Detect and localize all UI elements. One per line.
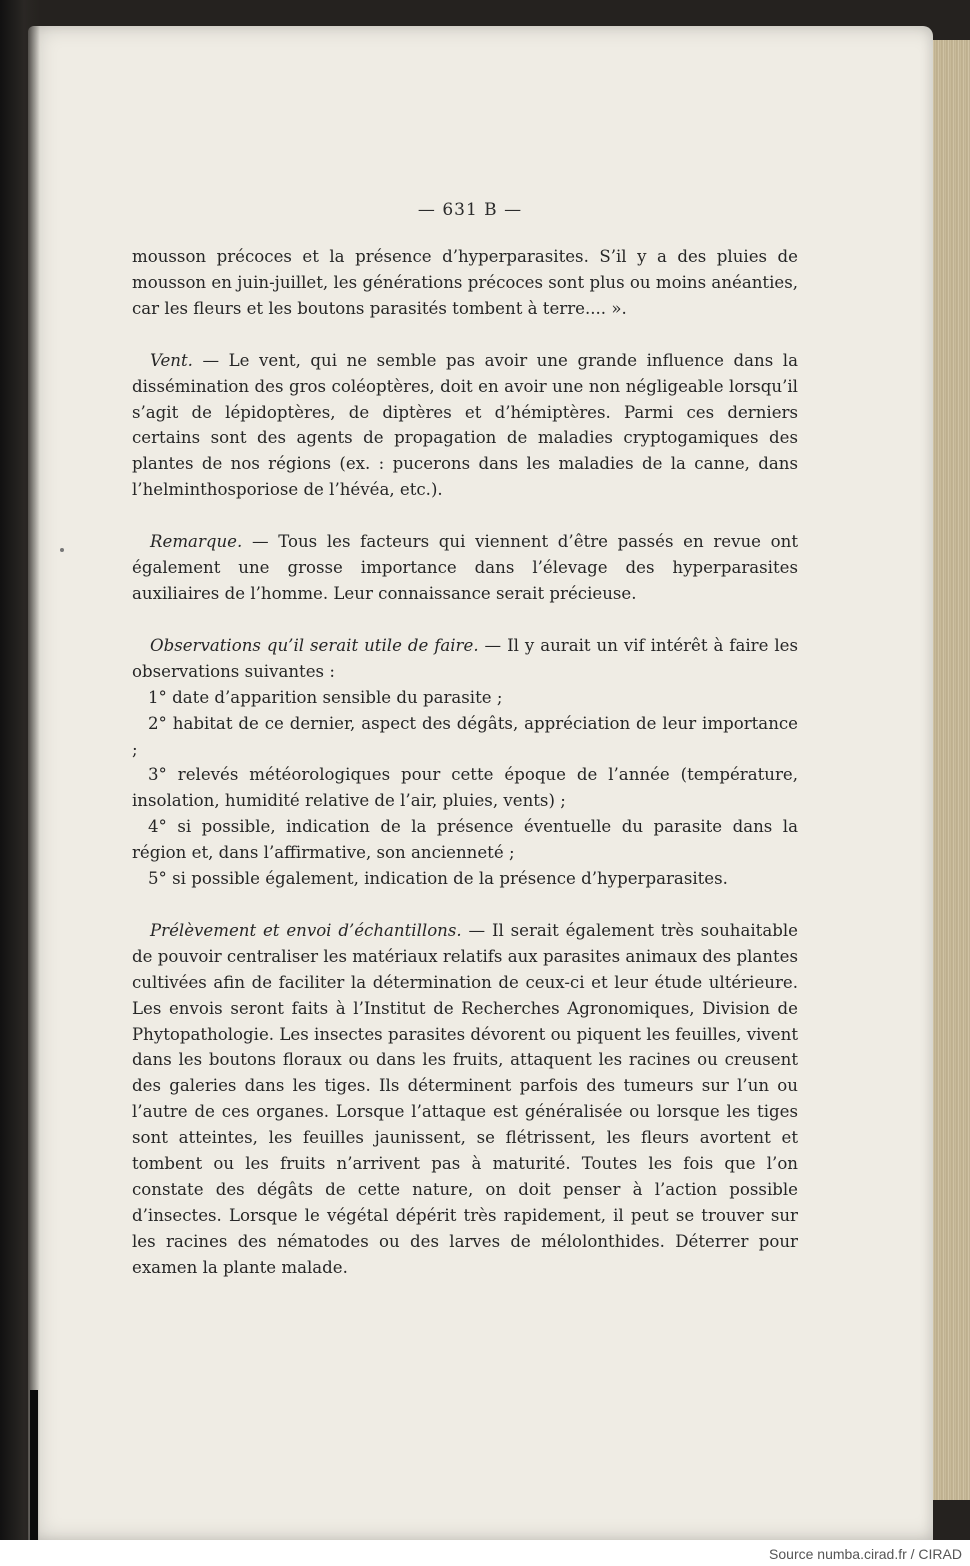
paragraph-remarque-body: — Tous les facteurs qui viennent d’être passés en revue ont également une grosse importance dans l’élevage des hyperparasites auxiliaires de l’homme. Leur connaissance serait précieuse. [132, 532, 798, 603]
paragraph-prelevement-title: Prélèvement et envoi d’échantillons. [150, 920, 462, 940]
page-stack-edge [930, 40, 970, 1500]
bookmark-ribbon [30, 1390, 38, 1540]
observation-item-3: 3° relevés météorologiques pour cette époque de l’année (température, insolation, humidité relative de l’air, pluies, vents) ; [132, 765, 798, 811]
observation-item-1: 1° date d’apparition sensible du parasite ; [148, 687, 503, 707]
paragraph-vent-body: — Le vent, qui ne semble pas avoir une grande influence dans la dissémination des gros coléoptères, doit en avoir une non négligeable lorsqu’il s’agit de lépidoptères, de diptères et d’hémiptères. Parmi ces derniers certains sont des agents de propagation de maladies cryptogamiques des plantes de nos régions (ex. : pucerons dans les maladies de la canne, dans l’helminthosporiose de l’hévéa, etc.). [132, 350, 798, 500]
paragraph-observations-body: — Il y aurait un vif intérêt à faire les observations suivantes : [132, 635, 798, 681]
observation-item-4: 4° si possible, indication de la présence éventuelle du parasite dans la région et, dans l’affirmative, son ancienneté ; [132, 817, 798, 863]
book-spine [0, 0, 40, 1540]
observation-item-2: 2° habitat de ce dernier, aspect des dégâts, appréciation de leur importance ; [132, 713, 798, 759]
page-number: — 631 B — [417, 200, 523, 220]
paragraph-observations-title: Observations qu’il serait utile de faire. [150, 635, 479, 655]
paragraph-prelevement [132, 918, 798, 1281]
paragraph-vent [132, 348, 798, 503]
paragraph-observations [132, 633, 798, 685]
paragraph-continuation: mousson précoces et la présence d’hyperparasites. S’il y a des pluies de mousson en juin-juillet, les générations précoces sont plus ou moins anéanties, car les fleurs et les boutons parasités tombent à terre.... ». [132, 247, 798, 318]
paragraph-remarque [132, 529, 798, 607]
paragraph-vent-title: Vent. [150, 350, 193, 370]
paragraph-remarque-title: Remarque. [150, 532, 243, 552]
margin-dot [60, 548, 64, 552]
page-text [132, 244, 798, 1281]
observation-item-5: 5° si possible également, indication de la présence d’hyperparasites. [148, 869, 728, 889]
paragraph-prelevement-body: — Il serait également très souhaitable de pouvoir centraliser les matériaux relatifs aux parasites animaux des plantes cultivées afin de faciliter la détermination de ceux-ci et leur étude ultérieure. Les envois seront faits à l’Institut de Recherches Agronomiques, Division de Phytopathologie. Les insectes parasites dévorent ou piquent les feuilles, vivent dans les boutons floraux ou dans les fruits, attaquent les racines ou creusent des galeries dans les tiges. Ils déterminent parfois des tumeurs sur l’un ou l’autre de ces organes. Lorsque l’attaque est généralisée ou lorsque les tiges sont atteintes, les feuilles jaunissent, se flétrissent, les fleurs avortent et tombent ou les fruits n’arrivent pas à maturité. Toutes les fois que l’on constate des dégâts de cette nature, on doit penser à l’action possible d’insectes. Lorsque le végétal dépérit très rapidement, il peut se trouver sur les racines des nématodes ou des larves de mélolonthides. Déterrer pour examen la plante malade. [132, 920, 798, 1277]
source-credit: Source numba.cirad.fr / CIRAD [769, 1546, 962, 1562]
